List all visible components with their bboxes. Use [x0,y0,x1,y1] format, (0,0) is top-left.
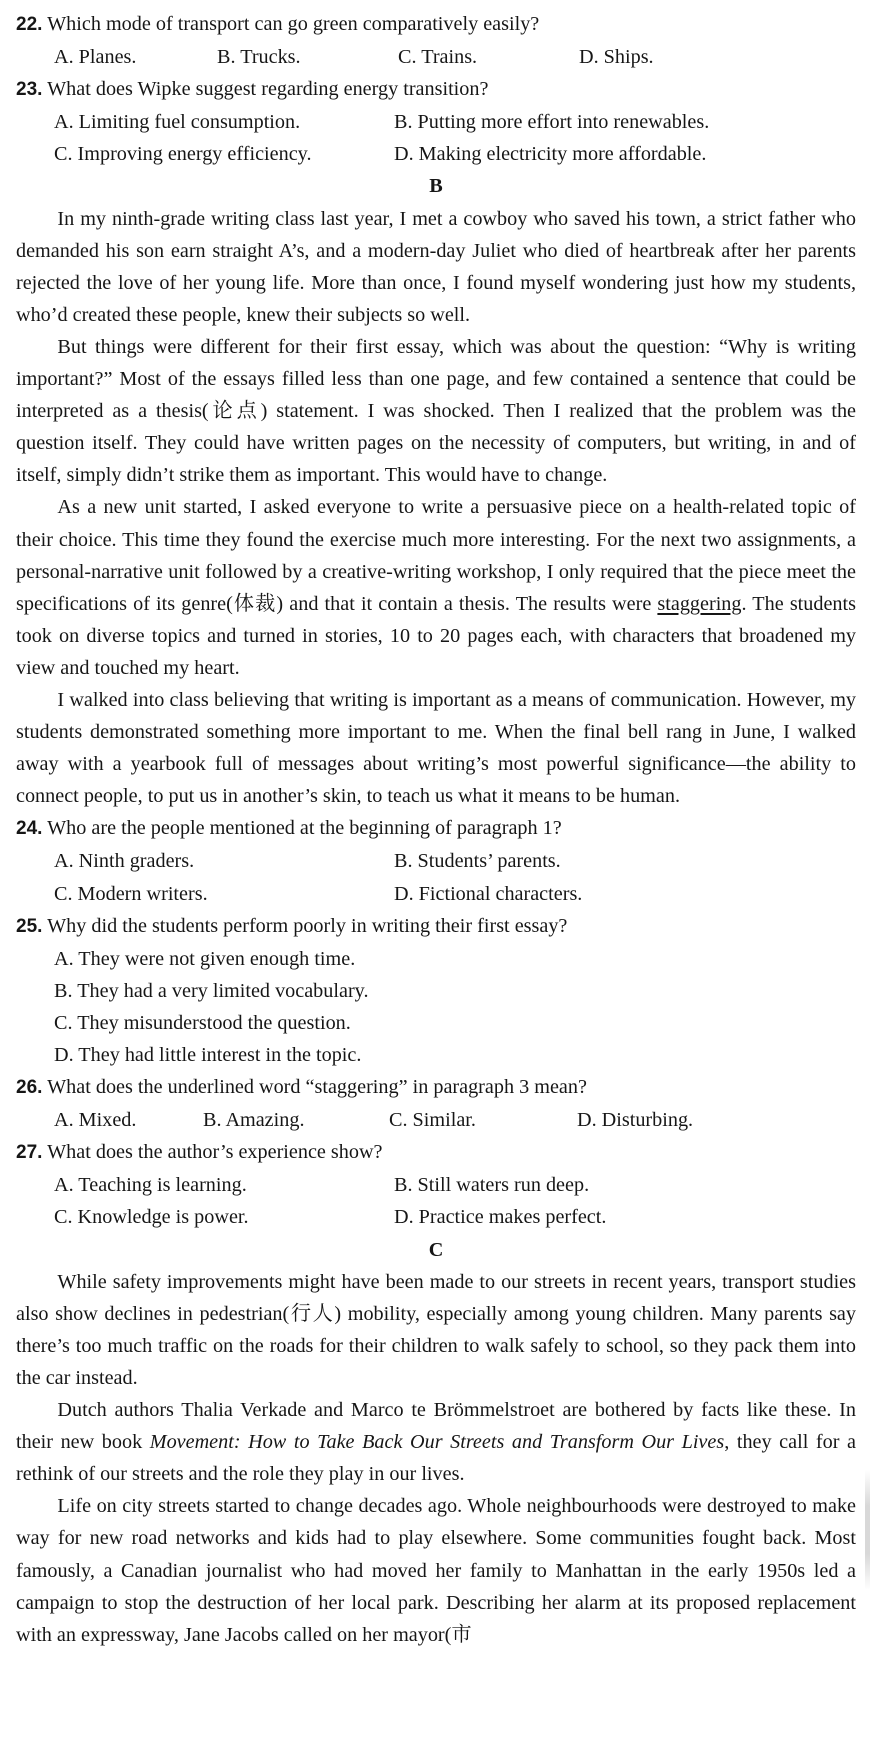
question-text: What does the underlined word “staggering” in paragraph 3 mean? [47,1076,587,1099]
option-c[interactable]: C. Trains. [398,46,478,69]
question-number: 24. [16,818,43,840]
question-24 [16,812,856,845]
paragraph-text: . The students took on diverse topics and turned in stories, 10 to 20 pages each, with characters that broadened my view and touched my heart. [16,592,856,679]
option-c[interactable]: C. Modern writers. [54,882,208,905]
options-row [16,1169,856,1201]
options-row [16,41,856,73]
option-d[interactable]: D. Ships. [579,46,654,69]
option-b[interactable]: B. Putting more effort into renewables. [394,111,710,134]
question-25 [16,910,856,943]
option-d[interactable]: D. Practice makes perfect. [394,1206,607,1229]
option-d[interactable]: D. Disturbing. [577,1109,694,1132]
question-27 [16,1136,856,1169]
question-number: 26. [16,1077,43,1099]
paragraph-text: As a new unit started, I asked everyone to write a persuasive piece on a health-related topic of their choice. This time they found the exercise much more interesting. For the next two assignments, a personal-narrative unit followed by a creative-writing workshop, I only required that the piece meet the specifications of its genre(体裁) and that it contain a thesis. The results were [16,496,856,615]
question-number: 25. [16,915,43,937]
book-title: Movement: How to Take Back Our Streets and Transform Our Lives [149,1431,725,1454]
question-text: Which mode of transport can go green comparatively easily? [47,13,540,35]
option-a[interactable]: A. Teaching is learning. [54,1174,247,1197]
paragraph-text: , they call for a rethink of our streets and the role they play in our lives. [16,1431,856,1486]
question-26 [16,1071,856,1104]
option-d[interactable]: D. They had little interest in the topic. [54,1044,362,1066]
option-a[interactable]: A. They were not given enough time. [54,947,356,970]
underlined-word: staggering [657,592,742,615]
option-b[interactable]: B. Amazing. [203,1109,305,1132]
options-row [16,1104,856,1136]
scan-edge-shadow [865,1470,870,1590]
option-d[interactable]: D. Making electricity more affordable. [394,143,707,166]
passage-c-paragraph-1: While safety improvements might have been made to our streets in recent years, transport studies also show declines in pedestrian(行人) mobility, especially among young children. Many parents say there’s too much traffic on the roads for their children to walk safely to school, so they pack them into the car instead. [16,1270,856,1389]
options-row [16,1201,856,1233]
section-heading-c: C [428,1238,444,1261]
passage-c-paragraph-2 [16,1394,856,1490]
option-a[interactable]: A. Mixed. [54,1109,137,1132]
question-22 [16,8,856,41]
options-row [16,106,856,138]
option-c[interactable]: C. Knowledge is power. [54,1206,249,1229]
question-number: 27. [16,1142,43,1164]
question-text: What does the author’s experience show? [47,1141,383,1164]
option-c[interactable]: C. Similar. [389,1109,476,1132]
question-number: 23. [16,79,43,101]
option-a[interactable]: A. Planes. [54,46,137,69]
question-text: What does Wipke suggest regarding energy transition? [47,78,489,101]
question-text: Who are the people mentioned at the beginning of paragraph 1? [47,817,562,840]
option-a[interactable]: A. Ninth graders. [54,850,195,873]
passage-b-paragraph-3 [16,491,856,684]
options-row [16,138,856,170]
option-b[interactable]: B. Still waters run deep. [394,1174,590,1197]
option-b[interactable]: B. They had a very limited vocabulary. [54,979,369,1002]
options-row [16,845,856,877]
option-d[interactable]: D. Fictional characters. [394,882,583,905]
option-c[interactable]: C. Improving energy efficiency. [54,143,312,166]
section-heading-b: B [429,175,443,198]
option-c[interactable]: C. They misunderstood the question. [54,1011,351,1034]
option-a[interactable]: A. Limiting fuel consumption. [54,111,301,134]
options-row [16,878,856,910]
passage-c-paragraph-3: Life on city streets started to change decades ago. Whole neighbourhoods were destroyed to make way for new road networks and kids had to play elsewhere. Some communities fought back. Most famously, a Canadian journalist who had moved her family to Manhattan in the early 1950s led a campaign to stop the destruction of her local park. Describing her alarm at its proposed replacement with an expressway, Jane Jacobs called on her mayor(市 [16,1495,856,1646]
passage-b-paragraph-4: I walked into class believing that writing is important as a means of communication. However, my students demonstrated something more important to me. When the final bell rang in June, I walked away with a yearbook full of messages about writing’s most powerful significance—the ability to connect people, to put us in another’s skin, to teach us what it means to be human. [16,688,856,808]
option-b[interactable]: B. Students’ parents. [394,850,561,873]
passage-b-paragraph-2: But things were different for their first essay, which was about the question: “Why is writing important?” Most of the essays filled less than one page, and few contained a sentence that could be interpreted as a thesis(论点) statement. I was shocked. Then I realized that the problem was the question itself. They could have written pages on the necessity of computers, but writing, in and of itself, simply didn’t strike them as important. This would have to change. [16,335,856,487]
question-23 [16,73,856,106]
paragraph-text: Dutch authors Thalia Verkade and Marco te Brömmelstroet are bothered by facts like these. In their new book [16,1399,856,1454]
question-number: 22. [16,14,43,35]
option-b[interactable]: B. Trucks. [217,46,301,69]
question-text: Why did the students perform poorly in writing their first essay? [47,914,568,937]
passage-b-paragraph-1: In my ninth-grade writing class last year, I met a cowboy who saved his town, a strict father who demanded his son earn straight A’s, and a modern-day Juliet who died of heartbreak after her parents rejected the love of her young life. More than once, I found myself wondering just how my students, who’d created these people, knew their subjects so well. [16,207,856,326]
